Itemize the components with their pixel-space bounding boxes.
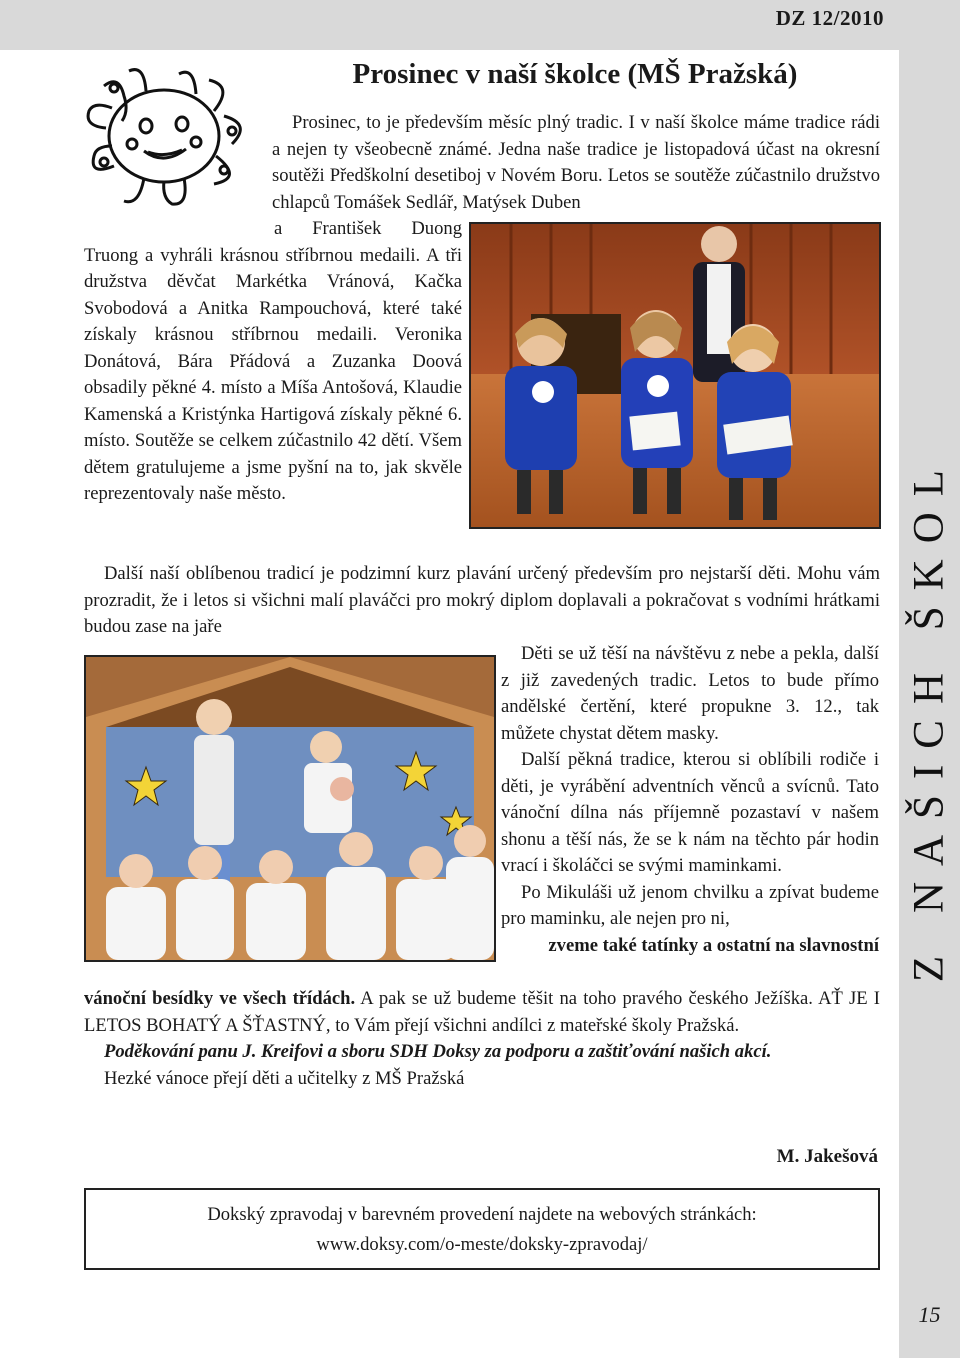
right-column-text	[501, 641, 879, 959]
medal-girls-photo	[469, 222, 881, 529]
invite-bold-continued: vánoční besídky ve všech třídách.	[84, 988, 356, 1009]
christmas-wish-text: A pak se už budeme těšit na toho pravého českého Ježíška. AŤ JE I LETOS BOHATÝ A ŠŤASTNÝ, to Vám přejí všichni andílci z mateřské školy Pražská.	[84, 988, 880, 1036]
nativity-play-image	[86, 657, 494, 960]
web-info-text: Dokský zpravodaj v barevném provedení najdete na webových stránkách:	[207, 1204, 757, 1225]
web-link[interactable]: www.doksy.com/o-meste/doksky-zpravodaj/	[316, 1234, 648, 1255]
web-info-box	[84, 1188, 880, 1270]
author-signature: M. Jakešová	[776, 1146, 878, 1167]
invite-bold-line: zveme také tatínky a ostatní na slavnostní	[548, 934, 879, 956]
article-title: Prosinec v naší školce (MŠ Pražská)	[352, 58, 798, 90]
swimming-paragraph: Další naší oblíbenou tradicí je podzimní kurz plavání určený především pro nejstarší děti. Mohu vám prozradit, že i letos si všichni malí plaváčci pro mokrý diplom doplavali a pokračovat s vodními hrátkami budou zase na jaře	[84, 563, 880, 637]
section-sidebar	[899, 50, 960, 1358]
singing-paragraph: Po Mikuláši už jenom chvilku a zpívat budeme pro maminku, ale nejen pro ni,	[501, 881, 879, 929]
advent-paragraph: Další pěkná tradice, kterou si oblíbili rodiče i děti, je vyrábění adventních věnců a svícnů. Tato vánoční dílna nás příjemně pozastaví v našem shonu a těší nás, že se k nám na těchto pár hodin vrací i školáčci se svými maminkami.	[501, 749, 879, 876]
closing-text	[84, 986, 880, 1092]
header-bar	[0, 0, 960, 50]
medal-girls-image	[471, 224, 879, 527]
thanks-paragraph: Poděkování panu J. Kreifovi a sboru SDH Doksy za podporu a zaštiťování našich akcí.	[104, 1041, 772, 1062]
wishes-line: Hezké vánoce přejí děti a učitelky z MŠ Pražská	[104, 1067, 465, 1089]
issue-label: DZ 12/2010	[775, 6, 884, 30]
intro-paragraph: Prosinec, to je především měsíc plný tradic. I v naší školce máme tradice rádi a nejen ty všeobecně známé. Jedna naše tradice je listopadová účast na okresní soutěži Předškolní desetiboj v Novém Boru. Letos se soutěže zúčastnilo družstvo chlapců Tomášek Sedlář, Matýsek Duben	[272, 112, 880, 213]
sun-drawing-icon	[84, 66, 254, 216]
devils-paragraph: Děti se už těší na návštěvu z nebe a pekla, další z již zavedených tradic. Letos to bude přímo andělské čertění, které propukne 3. 12., tak můžete chystat dětem masky.	[501, 643, 879, 744]
page-number: 15	[918, 1302, 941, 1327]
section-title: Z NAŠICH ŠKOL	[905, 453, 953, 983]
nativity-play-photo	[84, 655, 496, 962]
competition-paragraph: a František Duong Truong a vyhráli krásnou stříbrnou medaili. A tři družstva děvčat Markétka Vránová, Kačka Svobodová a Anitka Rampouchová, které také získaly krásnou stříbrnou medaili. Veronika Donátová, Bára Přádová a Zuzanka Doová obsadily pěkné 4. místo a Míša Antošová, Klaudie Kamenská a Kristýnka Hartigová získaly pěkné 6. místo. Soutěže se celkem zúčastnilo 42 dětí. Všem dětem gratulujeme a jsme pyšní na to, jak skvěle reprezentovaly naše město.	[84, 218, 462, 504]
